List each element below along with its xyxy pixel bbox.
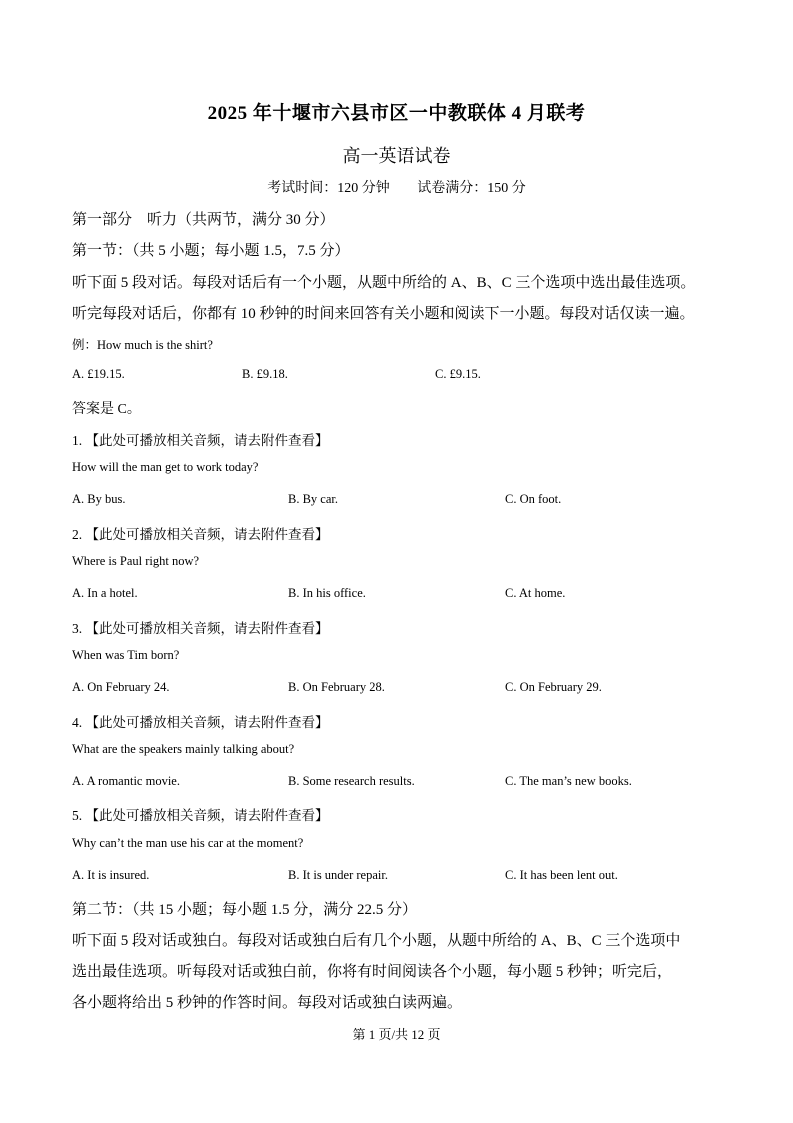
- question-1: How will the man get to work today?: [72, 460, 259, 474]
- example-option-b: B. £9.18.: [242, 367, 288, 381]
- q2-option-c: C. At home.: [505, 586, 566, 600]
- section2-instruction-line3: 各小题将给出 5 秒钟的作答时间。每段对话或独白读两遍。: [72, 995, 463, 1011]
- section2-heading: 第二节：（共 15 小题；每小题 1.5 分，满分 22.5 分）: [72, 902, 418, 918]
- audio-note-3[interactable]: 3. 【此处可播放相关音频，请去附件查看】: [72, 621, 329, 636]
- q5-option-b: B. It is under repair.: [288, 868, 388, 882]
- part1-heading: 第一部分 听力（共两节，满分 30 分）: [72, 212, 335, 228]
- q4-option-a: A. A romantic movie.: [72, 774, 180, 788]
- q1-option-c: C. On foot.: [505, 492, 562, 506]
- audio-note-2[interactable]: 2. 【此处可播放相关音频，请去附件查看】: [72, 527, 329, 542]
- full-score: 试卷满分：150 分: [417, 181, 526, 196]
- q2-option-b: B. In his office.: [288, 586, 366, 600]
- question-5: Why can’t the man use his car at the moment?: [72, 836, 304, 850]
- question-3: When was Tim born?: [72, 648, 180, 662]
- q4-option-b: B. Some research results.: [288, 774, 415, 788]
- section2-instruction-line2: 选出最佳选项。听每段对话或独白前，你将有时间阅读各个小题，每小题 5 秒钟；听完后，: [72, 964, 673, 980]
- exam-subtitle: 高一英语试卷: [342, 146, 451, 166]
- q3-option-a: A. On February 24.: [72, 680, 170, 694]
- exam-time: 考试时间：120 分钟: [267, 181, 390, 196]
- q1-option-a: A. By bus.: [72, 492, 126, 506]
- q5-option-a: A. It is insured.: [72, 868, 150, 882]
- question-4: What are the speakers mainly talking about?: [72, 742, 295, 756]
- q1-option-b: B. By car.: [288, 492, 338, 506]
- exam-title: 2025 年十堰市六县市区一中教联体 4 月联考: [207, 103, 586, 124]
- audio-note-4[interactable]: 4. 【此处可播放相关音频，请去附件查看】: [72, 715, 329, 730]
- q2-option-a: A. In a hotel.: [72, 586, 138, 600]
- q4-option-c: C. The man’s new books.: [505, 774, 632, 788]
- example-answer: 答案是 C。: [72, 402, 141, 417]
- section1-instruction-line2: 听完每段对话后，你都有 10 秒钟的时间来回答有关小题和阅读下一小题。每段对话仅读一遍。: [72, 306, 695, 322]
- section1-heading: 第一节：（共 5 小题；每小题 1.5，7.5 分）: [72, 243, 350, 259]
- audio-note-5[interactable]: 5. 【此处可播放相关音频，请去附件查看】: [72, 808, 329, 823]
- example-option-c: C. £9.15.: [435, 367, 481, 381]
- example-option-a: A. £19.15.: [72, 367, 125, 381]
- section2-instruction-line1: 听下面 5 段对话或独白。每段对话或独白后有几个小题，从题中所给的 A、B、C 三个选项中: [72, 933, 681, 949]
- section1-instruction-line1: 听下面 5 段对话。每段对话后有一个小题，从题中所给的 A、B、C 三个选项中选出最佳选项。: [72, 275, 696, 291]
- exam-meta: [0, 177, 793, 197]
- audio-note-1[interactable]: 1. 【此处可播放相关音频，请去附件查看】: [72, 433, 329, 448]
- q5-option-c: C. It has been lent out.: [505, 868, 618, 882]
- q3-option-b: B. On February 28.: [288, 680, 385, 694]
- q3-option-c: C. On February 29.: [505, 680, 602, 694]
- example-question: 例：How much is the shirt?: [72, 338, 213, 352]
- question-2: Where is Paul right now?: [72, 554, 200, 568]
- page-number: 第 1 页/共 12 页: [352, 1027, 441, 1042]
